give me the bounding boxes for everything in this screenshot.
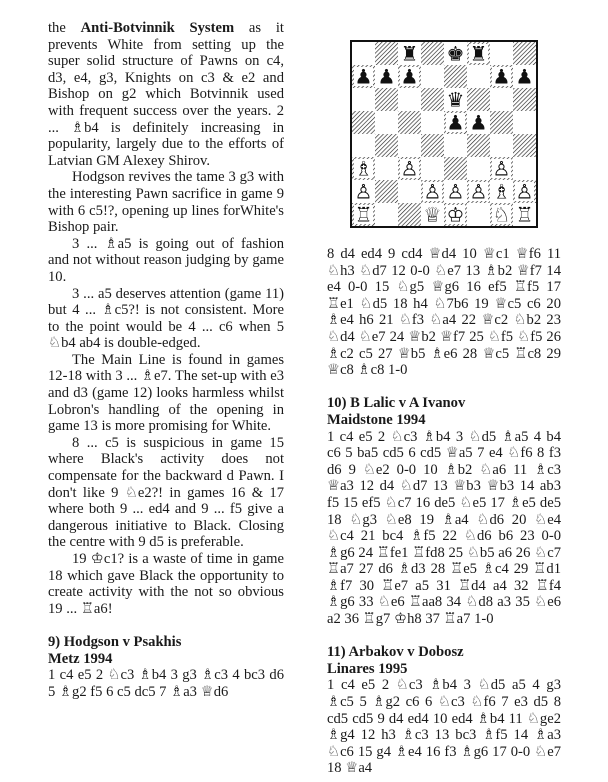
white-pawn-icon: ♙ xyxy=(469,179,488,204)
game9-moves: 1 c4 e5 2 ♘c3 ♗b4 3 g3 ♗c3 4 bc3 d6 5 ♗g2 f5 6 c5 dc5 7 ♗a3 ♕d6 xyxy=(48,667,284,700)
game10-title: 10) B Lalic v A Ivanov xyxy=(327,395,466,412)
game10-venue: Maidstone 1994 xyxy=(327,411,426,428)
game9-venue: Metz 1994 xyxy=(48,650,113,667)
black-king-icon: ♚ xyxy=(446,42,465,66)
light-square xyxy=(352,134,375,157)
black-pawn-icon: ♟ xyxy=(492,64,511,89)
dark-square xyxy=(467,134,490,157)
dark-square xyxy=(352,111,375,134)
white-knight-icon: ♘ xyxy=(492,202,511,226)
black-pawn-icon: ♟ xyxy=(400,64,419,89)
dark-square xyxy=(513,42,536,65)
game10-block xyxy=(327,395,561,627)
game9-block xyxy=(48,634,284,700)
black-pawn-icon: ♟ xyxy=(354,64,373,89)
light-square xyxy=(490,88,513,111)
game11-title: 11) Arbakov v Dobosz xyxy=(327,644,464,661)
paragraph-a5: 3 ... a5 deserves attention (game 11) but 4 ... ♗c5?! is not consistent. More to the point would be 4 ... c6 when 5 ♘b4 ab4 is double-edged. xyxy=(48,285,284,352)
dark-square xyxy=(444,65,467,88)
white-pawn-icon: ♙ xyxy=(423,179,442,204)
white-bishop-icon: ♗ xyxy=(492,179,511,204)
white-pawn-icon: ♙ xyxy=(446,179,465,204)
left-column xyxy=(48,20,284,700)
paragraph-c5: 8 ... c5 is suspicious in game 15 where Black's activity does not compensate for the backward d Pawn. I don't like 9 ♘e2?! in games 16 & 17 where both 9 ... ed4 and 9 ... f5 give a dangerous initiative to Black. Closing the centre with 9 d5 is preferable. xyxy=(48,434,284,551)
dark-square xyxy=(467,88,490,111)
paragraph-hodgson: Hodgson revives the tame 3 g3 with the interesting Pawn sacrifice in game 9 with 6 c5!?, opening up lines forWhite's Bishop pair. xyxy=(48,169,284,236)
dark-square xyxy=(375,134,398,157)
black-rook-icon: ♜ xyxy=(400,42,419,66)
light-square xyxy=(398,134,421,157)
black-pawn-icon: ♟ xyxy=(469,110,488,135)
light-square xyxy=(352,88,375,111)
dark-square xyxy=(375,88,398,111)
paragraph-ba5: 3 ... ♗a5 is going out of fashion and not without reason judging by game 10. xyxy=(48,235,284,285)
paragraph-kc1: 19 ♔c1? is a waste of time in game 18 which gave Black the opportunity to create activity with the not so obvious 19 ... ♖a6! xyxy=(48,551,284,617)
black-pawn-icon: ♟ xyxy=(377,64,396,89)
right-column xyxy=(327,246,561,777)
white-queen-icon: ♕ xyxy=(423,202,442,226)
light-square xyxy=(490,134,513,157)
chess-diagram xyxy=(350,40,538,228)
light-square xyxy=(352,42,375,65)
black-pawn-icon: ♟ xyxy=(515,64,534,89)
game11-venue: Linares 1995 xyxy=(327,660,408,677)
dark-square xyxy=(421,42,444,65)
dark-square xyxy=(398,111,421,134)
dark-square xyxy=(398,203,421,226)
dark-square xyxy=(421,88,444,111)
dark-square xyxy=(444,157,467,180)
chess-board xyxy=(352,42,536,226)
light-square xyxy=(467,157,490,180)
white-pawn-icon: ♙ xyxy=(354,179,373,204)
light-square xyxy=(375,203,398,226)
white-pawn-icon: ♙ xyxy=(515,179,534,204)
game9-title: 9) Hodgson v Psakhis xyxy=(48,633,182,650)
game9-moves-continued: 8 d4 ed4 9 cd4 ♕d4 10 ♕c1 ♕f6 11 ♘h3 ♘d7 12 0-0 ♘e7 13 ♗b2 ♕f7 14 e4 0-0 15 ♘g5 ♕g6 16 ef5 ♖f5 17 ♖e1 ♘d5 18 h4 ♘7b6 19 ♕c5 c6 20 ♗e4 h6 21 ♘f3 ♘a4 22 ♕c2 ♘b2 23 ♘d4 ♘e7 24 ♕b2 ♕f7 25 ♘f5 ♘f5 26 ♗c2 c5 27 ♕b5 ♗e6 28 ♕c5 ♖c8 29 ♕c8 ♗c8 1-0 xyxy=(327,246,561,379)
white-rook-icon: ♖ xyxy=(515,202,534,226)
light-square xyxy=(467,65,490,88)
dark-square xyxy=(490,111,513,134)
light-square xyxy=(444,134,467,157)
light-square xyxy=(421,157,444,180)
light-square xyxy=(513,157,536,180)
black-rook-icon: ♜ xyxy=(469,42,488,66)
light-square xyxy=(421,111,444,134)
light-square xyxy=(421,65,444,88)
dark-square xyxy=(421,134,444,157)
intro-post: as it prevents White from setting up the super solid structure of Pawns on c4, d3, e4, g3, Knights on c3 & e2 and Bishop on g2 which Botvinnik used with frequent success over the years. 2 ... ♗b4 is definitely increasing in popularity, largely due to the efforts of Latvian GM Alexey Shirov. xyxy=(48,20,284,169)
intro-pre: the xyxy=(48,20,81,36)
light-square xyxy=(398,180,421,203)
white-bishop-icon: ♗ xyxy=(354,156,373,181)
light-square xyxy=(490,42,513,65)
light-square xyxy=(375,157,398,180)
white-pawn-icon: ♙ xyxy=(400,156,419,181)
dark-square xyxy=(375,42,398,65)
paragraph-main-line: The Main Line is found in games 12-18 with 3 ... ♗e7. The set-up with e3 and d3 (game 12) looks harmless whilst Lobron's handling of the opening in game 13 is more promising for White. xyxy=(48,351,284,435)
game11-moves: 1 c4 e5 2 ♘c3 ♗b4 3 ♘d5 a5 4 g3 ♗c5 5 ♗g2 c6 6 ♘c3 ♘f6 7 e3 d5 8 cd5 cd5 9 d4 ed4 10 ed4 ♗b4 11 ♘ge2 ♗g4 12 h3 ♗c3 13 bc3 ♗f5 14 ♗a3 ♘c6 15 g4 ♗e4 16 f3 ♗g6 17 0-0 ♘e7 18 ♕a4 xyxy=(327,677,561,777)
intro-paragraph xyxy=(48,20,284,169)
intro-bold-term: Anti-Botvinnik System xyxy=(80,20,235,36)
dark-square xyxy=(513,134,536,157)
white-king-icon: ♔ xyxy=(446,202,465,226)
black-queen-icon: ♛ xyxy=(446,87,465,112)
dark-square xyxy=(375,180,398,203)
white-pawn-icon: ♙ xyxy=(492,156,511,181)
light-square xyxy=(513,111,536,134)
game10-moves: 1 c4 e5 2 ♘c3 ♗b4 3 ♘d5 ♗a5 4 b4 c6 5 ba5 cd5 6 cd5 ♕a5 7 e4 ♘f6 8 f3 d6 9 ♘e2 0-0 10 ♗b2 ♘a6 11 ♗c3 ♕a3 12 d4 ♘d7 13 ♕b3 ♕b3 14 ab3 f5 15 ef5 ♘c7 16 de5 ♘e5 17 ♗e5 de5 18 ♘g3 ♘e8 19 ♗a4 ♘d6 20 ♘e4 ♘c4 21 bc4 ♗f5 22 ♘d6 b6 23 0-0 ♗g6 24 ♖fe1 ♖fd8 25 ♘b5 a6 26 ♘c7 ♖a7 27 d6 ♗d3 28 ♖e5 ♗c4 29 ♖d1 ♗f7 30 ♖e7 a5 31 ♖d4 a4 32 ♖f4 ♗g6 33 ♘e6 ♖aa8 34 ♘d8 a3 35 ♘e6 a2 36 ♖g7 ♔h8 37 ♖a7 1-0 xyxy=(327,428,561,628)
light-square xyxy=(398,88,421,111)
light-square xyxy=(467,203,490,226)
white-rook-icon: ♖ xyxy=(354,202,373,226)
dark-square xyxy=(513,88,536,111)
light-square xyxy=(375,111,398,134)
game11-block xyxy=(327,644,561,777)
black-pawn-icon: ♟ xyxy=(446,110,465,135)
